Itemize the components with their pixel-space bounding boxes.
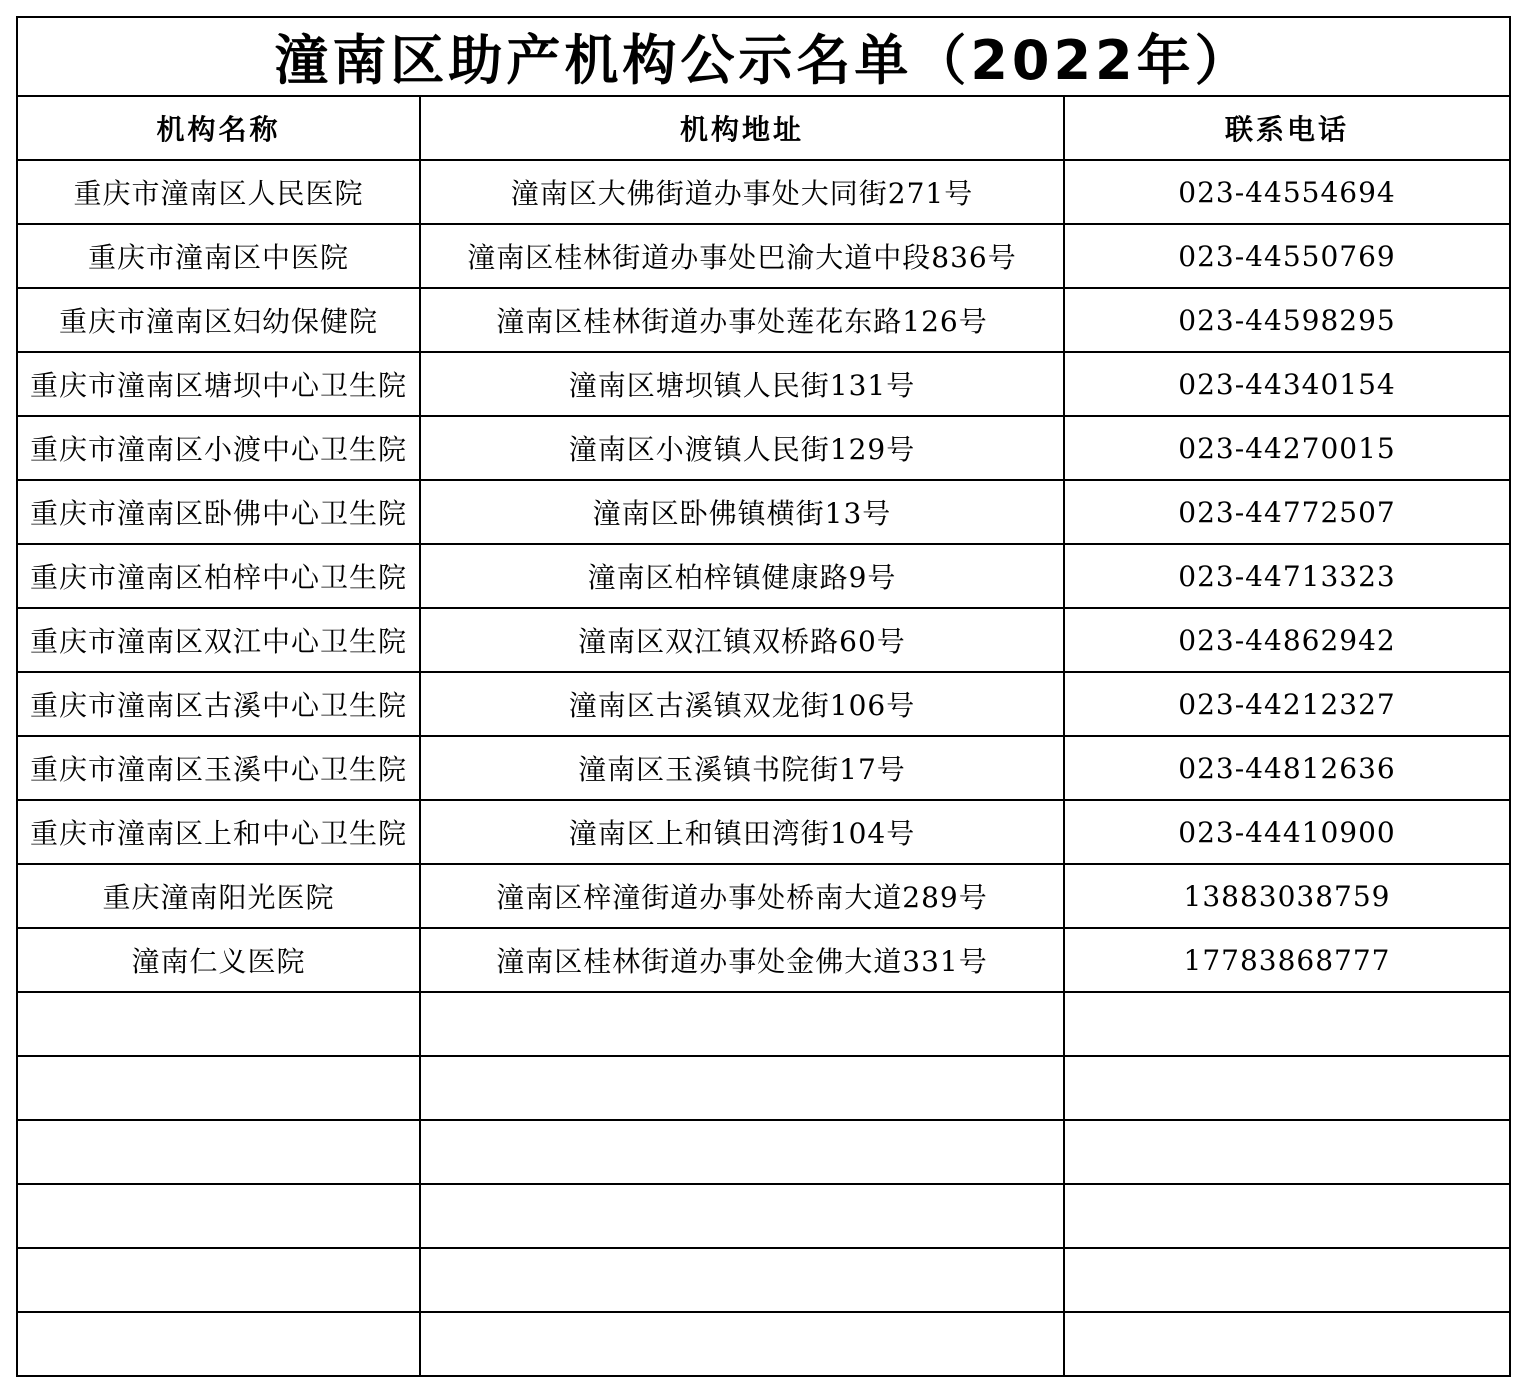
cell-institution-name: 重庆市潼南区玉溪中心卫生院 [17, 736, 420, 800]
cell-institution-name: 重庆市潼南区双江中心卫生院 [17, 608, 420, 672]
cell-phone: 023-44340154 [1064, 352, 1510, 416]
cell-phone [1064, 992, 1510, 1056]
cell-phone: 023-44212327 [1064, 672, 1510, 736]
table-row [17, 1184, 1510, 1248]
institution-table [16, 16, 1511, 1377]
table-row [17, 864, 1510, 928]
cell-address: 潼南区桂林街道办事处巴渝大道中段836号 [420, 224, 1064, 288]
cell-phone: 023-44550769 [1064, 224, 1510, 288]
cell-institution-name: 重庆市潼南区小渡中心卫生院 [17, 416, 420, 480]
cell-address [420, 992, 1064, 1056]
table-row [17, 1312, 1510, 1376]
cell-phone: 023-44713323 [1064, 544, 1510, 608]
cell-phone [1064, 1312, 1510, 1376]
cell-address [420, 1312, 1064, 1376]
cell-address: 潼南区小渡镇人民街129号 [420, 416, 1064, 480]
cell-institution-name [17, 1120, 420, 1184]
cell-address: 潼南区梓潼街道办事处桥南大道289号 [420, 864, 1064, 928]
spreadsheet-sheet [16, 16, 1511, 1377]
cell-phone [1064, 1248, 1510, 1312]
cell-address [420, 1184, 1064, 1248]
cell-address: 潼南区上和镇田湾街104号 [420, 800, 1064, 864]
cell-institution-name: 重庆市潼南区古溪中心卫生院 [17, 672, 420, 736]
cell-address: 潼南区塘坝镇人民街131号 [420, 352, 1064, 416]
cell-address: 潼南区古溪镇双龙街106号 [420, 672, 1064, 736]
cell-address: 潼南区柏梓镇健康路9号 [420, 544, 1064, 608]
cell-institution-name: 重庆市潼南区妇幼保健院 [17, 288, 420, 352]
table-row [17, 288, 1510, 352]
cell-address: 潼南区大佛街道办事处大同街271号 [420, 160, 1064, 224]
cell-institution-name: 重庆市潼南区上和中心卫生院 [17, 800, 420, 864]
header-phone: 联系电话 [1064, 96, 1510, 160]
header-row [17, 96, 1510, 160]
cell-institution-name: 重庆潼南阳光医院 [17, 864, 420, 928]
cell-institution-name: 重庆市潼南区卧佛中心卫生院 [17, 480, 420, 544]
table-row [17, 544, 1510, 608]
cell-phone: 023-44410900 [1064, 800, 1510, 864]
cell-institution-name: 重庆市潼南区塘坝中心卫生院 [17, 352, 420, 416]
cell-institution-name [17, 1248, 420, 1312]
table-body [17, 160, 1510, 1376]
cell-address: 潼南区玉溪镇书院街17号 [420, 736, 1064, 800]
table-row [17, 672, 1510, 736]
cell-institution-name [17, 1184, 420, 1248]
cell-phone: 023-44812636 [1064, 736, 1510, 800]
cell-address: 潼南区桂林街道办事处莲花东路126号 [420, 288, 1064, 352]
title-row [17, 17, 1510, 96]
cell-phone: 023-44772507 [1064, 480, 1510, 544]
table-row [17, 608, 1510, 672]
cell-institution-name: 重庆市潼南区人民医院 [17, 160, 420, 224]
table-row [17, 928, 1510, 992]
header-name: 机构名称 [17, 96, 420, 160]
cell-institution-name [17, 992, 420, 1056]
cell-institution-name: 潼南仁义医院 [17, 928, 420, 992]
cell-phone [1064, 1056, 1510, 1120]
table-row [17, 352, 1510, 416]
cell-phone: 17783868777 [1064, 928, 1510, 992]
table-row [17, 224, 1510, 288]
table-row [17, 800, 1510, 864]
cell-institution-name [17, 1056, 420, 1120]
table-row [17, 992, 1510, 1056]
table-row [17, 1120, 1510, 1184]
cell-institution-name [17, 1312, 420, 1376]
table-title: 潼南区助产机构公示名单（2022年） [17, 17, 1510, 96]
cell-address [420, 1056, 1064, 1120]
table-row [17, 416, 1510, 480]
header-address: 机构地址 [420, 96, 1064, 160]
cell-phone: 023-44598295 [1064, 288, 1510, 352]
cell-institution-name: 重庆市潼南区中医院 [17, 224, 420, 288]
cell-phone [1064, 1184, 1510, 1248]
table-row [17, 160, 1510, 224]
cell-address: 潼南区双江镇双桥路60号 [420, 608, 1064, 672]
cell-phone: 023-44270015 [1064, 416, 1510, 480]
table-row [17, 480, 1510, 544]
table-row [17, 1248, 1510, 1312]
cell-address [420, 1248, 1064, 1312]
table-row [17, 1056, 1510, 1120]
cell-phone: 023-44862942 [1064, 608, 1510, 672]
cell-address: 潼南区桂林街道办事处金佛大道331号 [420, 928, 1064, 992]
cell-address: 潼南区卧佛镇横街13号 [420, 480, 1064, 544]
table-row [17, 736, 1510, 800]
cell-phone: 023-44554694 [1064, 160, 1510, 224]
cell-phone [1064, 1120, 1510, 1184]
cell-institution-name: 重庆市潼南区柏梓中心卫生院 [17, 544, 420, 608]
cell-address [420, 1120, 1064, 1184]
cell-phone: 13883038759 [1064, 864, 1510, 928]
